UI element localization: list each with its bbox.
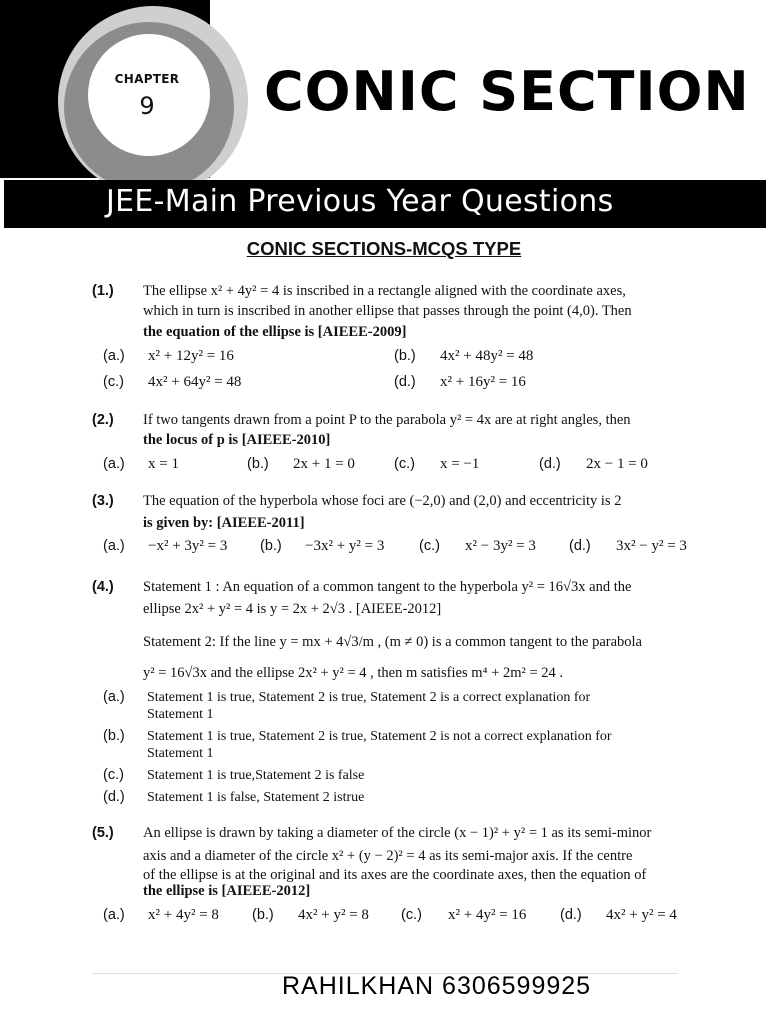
option-label: (a.) bbox=[103, 689, 125, 705]
option-label: (a.) bbox=[103, 907, 125, 923]
option-text: Statement 1 is true, Statement 2 is true, Statement 2 is not a correct explanation for bbox=[147, 729, 612, 744]
option-label: (d.) bbox=[560, 907, 582, 923]
question-text-line: the ellipse is [AIEEE-2012] bbox=[143, 883, 311, 899]
question-number: (5.) bbox=[92, 825, 114, 841]
question-text-line: Statement 2: If the line y = mx + 4√3/m , (m ≠ 0) is a common tangent to the parabola bbox=[143, 634, 642, 650]
option-label: (c.) bbox=[401, 907, 422, 923]
option-text: 4x² + 48y² = 48 bbox=[440, 348, 534, 364]
option-text: x² + 12y² = 16 bbox=[148, 348, 234, 364]
question-text-line: Statement 1 : An equation of a common tangent to the hyperbola y² = 16√3x and the bbox=[143, 579, 632, 595]
option-label: (a.) bbox=[103, 456, 125, 472]
option-text: 4x² + 64y² = 48 bbox=[148, 374, 242, 390]
option-text: x² − 3y² = 3 bbox=[465, 538, 536, 554]
option-label: (d.) bbox=[103, 789, 125, 805]
question-number: (3.) bbox=[92, 493, 114, 509]
option-label: (d.) bbox=[394, 374, 416, 390]
question-text-line: The equation of the hyperbola whose foci are (−2,0) and (2,0) and eccentricity is 2 bbox=[143, 493, 622, 509]
question-number: (1.) bbox=[92, 283, 114, 299]
option-text: 4x² + y² = 4 bbox=[606, 907, 677, 923]
option-text: Statement 1 is false, Statement 2 istrue bbox=[147, 790, 365, 805]
section-title: CONIC SECTIONS-MCQS TYPE bbox=[246, 238, 522, 259]
question-text-line: the equation of the ellipse is [AIEEE-2009] bbox=[143, 324, 407, 340]
footer-contact: RAHILKHAN 6306599925 bbox=[282, 972, 592, 1000]
option-text: 3x² − y² = 3 bbox=[616, 538, 687, 554]
option-text: −3x² + y² = 3 bbox=[305, 538, 385, 554]
option-label: (a.) bbox=[103, 348, 125, 364]
chapter-number: 9 bbox=[139, 92, 155, 120]
question-text-line: of the ellipse is at the original and its axes are the coordinate axes, then the equation of bbox=[143, 867, 647, 883]
option-label: (c.) bbox=[394, 456, 415, 472]
question-text-line: The ellipse x² + 4y² = 4 is inscribed in a rectangle aligned with the coordinate axes, bbox=[143, 283, 626, 299]
question-number: (4.) bbox=[92, 579, 114, 595]
option-label: (b.) bbox=[252, 907, 274, 923]
option-label: (c.) bbox=[103, 374, 124, 390]
chapter-title: CONIC SECTION bbox=[264, 60, 750, 123]
option-text: x² + 4y² = 8 bbox=[148, 907, 219, 923]
option-text-continued: Statement 1 bbox=[147, 746, 214, 761]
question-text-line: the locus of p is [AIEEE-2010] bbox=[143, 432, 331, 448]
option-text: x = 1 bbox=[148, 456, 179, 472]
banner-text: JEE-Main Previous Year Questions bbox=[106, 184, 614, 219]
question-text-line: y² = 16√3x and the ellipse 2x² + y² = 4 , then m satisfies m⁴ + 2m² = 24 . bbox=[143, 665, 564, 681]
chapter-label: CHAPTER bbox=[114, 72, 180, 86]
option-text: x² + 16y² = 16 bbox=[440, 374, 526, 390]
question-text-line: An ellipse is drawn by taking a diameter of the circle (x − 1)² + y² = 1 as its semi-minor bbox=[143, 825, 652, 841]
option-label: (b.) bbox=[247, 456, 269, 472]
question-number: (2.) bbox=[92, 412, 114, 428]
question-text-line: which in turn is inscribed in another ellipse that passes through the point (4,0). Then bbox=[143, 303, 632, 319]
option-label: (d.) bbox=[569, 538, 591, 554]
question-text-line: If two tangents drawn from a point P to the parabola y² = 4x are at right angles, then bbox=[143, 412, 631, 428]
question-text-line: ellipse 2x² + y² = 4 is y = 2x + 2√3 . [AIEEE-2012] bbox=[143, 601, 442, 617]
option-text: 2x − 1 = 0 bbox=[586, 456, 648, 472]
option-text: −x² + 3y² = 3 bbox=[148, 538, 228, 554]
question-text-line: axis and a diameter of the circle x² + (y − 2)² = 4 as its semi-major axis. If the centre bbox=[143, 848, 633, 864]
option-text: x² + 4y² = 16 bbox=[448, 907, 527, 923]
option-text: x = −1 bbox=[440, 456, 480, 472]
option-label: (c.) bbox=[103, 767, 124, 783]
option-label: (c.) bbox=[419, 538, 440, 554]
option-label: (b.) bbox=[394, 348, 416, 364]
option-text: 4x² + y² = 8 bbox=[298, 907, 369, 923]
option-label: (b.) bbox=[260, 538, 282, 554]
question-text-line: is given by: [AIEEE-2011] bbox=[143, 515, 305, 531]
option-text-continued: Statement 1 bbox=[147, 707, 214, 722]
option-text: 2x + 1 = 0 bbox=[293, 456, 355, 472]
option-label: (a.) bbox=[103, 538, 125, 554]
option-label: (b.) bbox=[103, 728, 125, 744]
option-text: Statement 1 is true, Statement 2 is true, Statement 2 is a correct explanation for bbox=[147, 690, 591, 705]
option-text: Statement 1 is true,Statement 2 is false bbox=[147, 768, 365, 783]
option-label: (d.) bbox=[539, 456, 561, 472]
